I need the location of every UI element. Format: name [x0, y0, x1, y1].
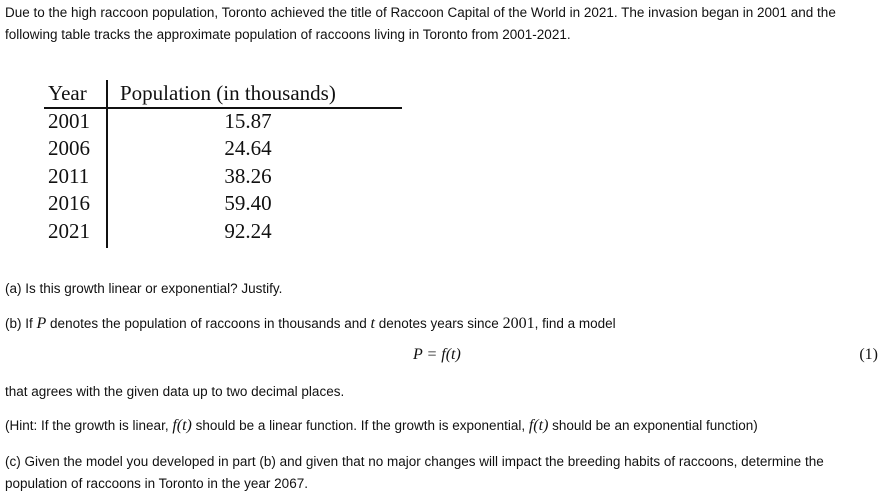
cell-population: 92.24 — [224, 218, 272, 243]
variable-t: t — [370, 315, 375, 332]
cell-year: 2001 — [48, 108, 90, 133]
table-header-row — [44, 80, 398, 108]
hint-function-2: f(t) — [528, 417, 549, 434]
question-b-suffix: , find a model — [534, 316, 616, 331]
cell-population: 59.40 — [224, 191, 272, 216]
cell-population: 24.64 — [224, 136, 272, 161]
cell-population: 38.26 — [224, 163, 272, 188]
table-row — [44, 108, 398, 136]
question-c: (c) Given the model you developed in part (b) and given that no major changes will impact the breeding habits of raccoons, determine the population of raccoons in Toronto in the year 2067. — [5, 454, 824, 491]
equation-number: (1) — [859, 346, 878, 363]
cell-year: 2006 — [48, 136, 90, 161]
table-row — [44, 135, 398, 163]
question-b-mid2: denotes years since — [375, 316, 503, 331]
question-b-continuation: that agrees with the given data up to two decimal places. — [5, 384, 345, 399]
question-b-mid1: denotes the population of raccoons in thousands and — [46, 316, 371, 331]
hint-part1: (Hint: If the growth is linear, — [5, 418, 173, 433]
table-header-rule — [44, 107, 402, 109]
cell-population: 15.87 — [224, 108, 272, 133]
hint-part2: should be a linear function. If the growth is exponential, — [191, 418, 529, 433]
table-vertical-rule — [106, 80, 108, 248]
base-year: 2001 — [502, 315, 535, 332]
variable-p: P — [36, 315, 47, 332]
cell-year: 2016 — [48, 191, 90, 216]
hint-function-1: f(t) — [172, 417, 192, 434]
header-population: Population (in thousands) — [120, 81, 336, 106]
table-row — [44, 190, 398, 218]
header-year: Year — [48, 81, 87, 106]
question-b-prefix: (b) If — [5, 316, 37, 331]
question-b — [5, 313, 616, 335]
table-row — [44, 218, 398, 246]
intro-paragraph: Due to the high raccoon population, Toronto achieved the title of Raccoon Capital of the World in 2021. The invasion began in 2001 and the following table tracks the approximate population of raccoons living in Toronto from 2001-2021. — [5, 5, 836, 42]
population-table — [44, 80, 398, 245]
cell-year: 2011 — [48, 163, 90, 188]
question-a: (a) Is this growth linear or exponential? Justify. — [5, 281, 283, 296]
cell-year: 2021 — [48, 218, 90, 243]
model-equation: P = f(t) — [413, 346, 461, 363]
table-row — [44, 163, 398, 191]
hint-part3: should be an exponential function) — [548, 418, 758, 433]
hint — [5, 415, 758, 437]
